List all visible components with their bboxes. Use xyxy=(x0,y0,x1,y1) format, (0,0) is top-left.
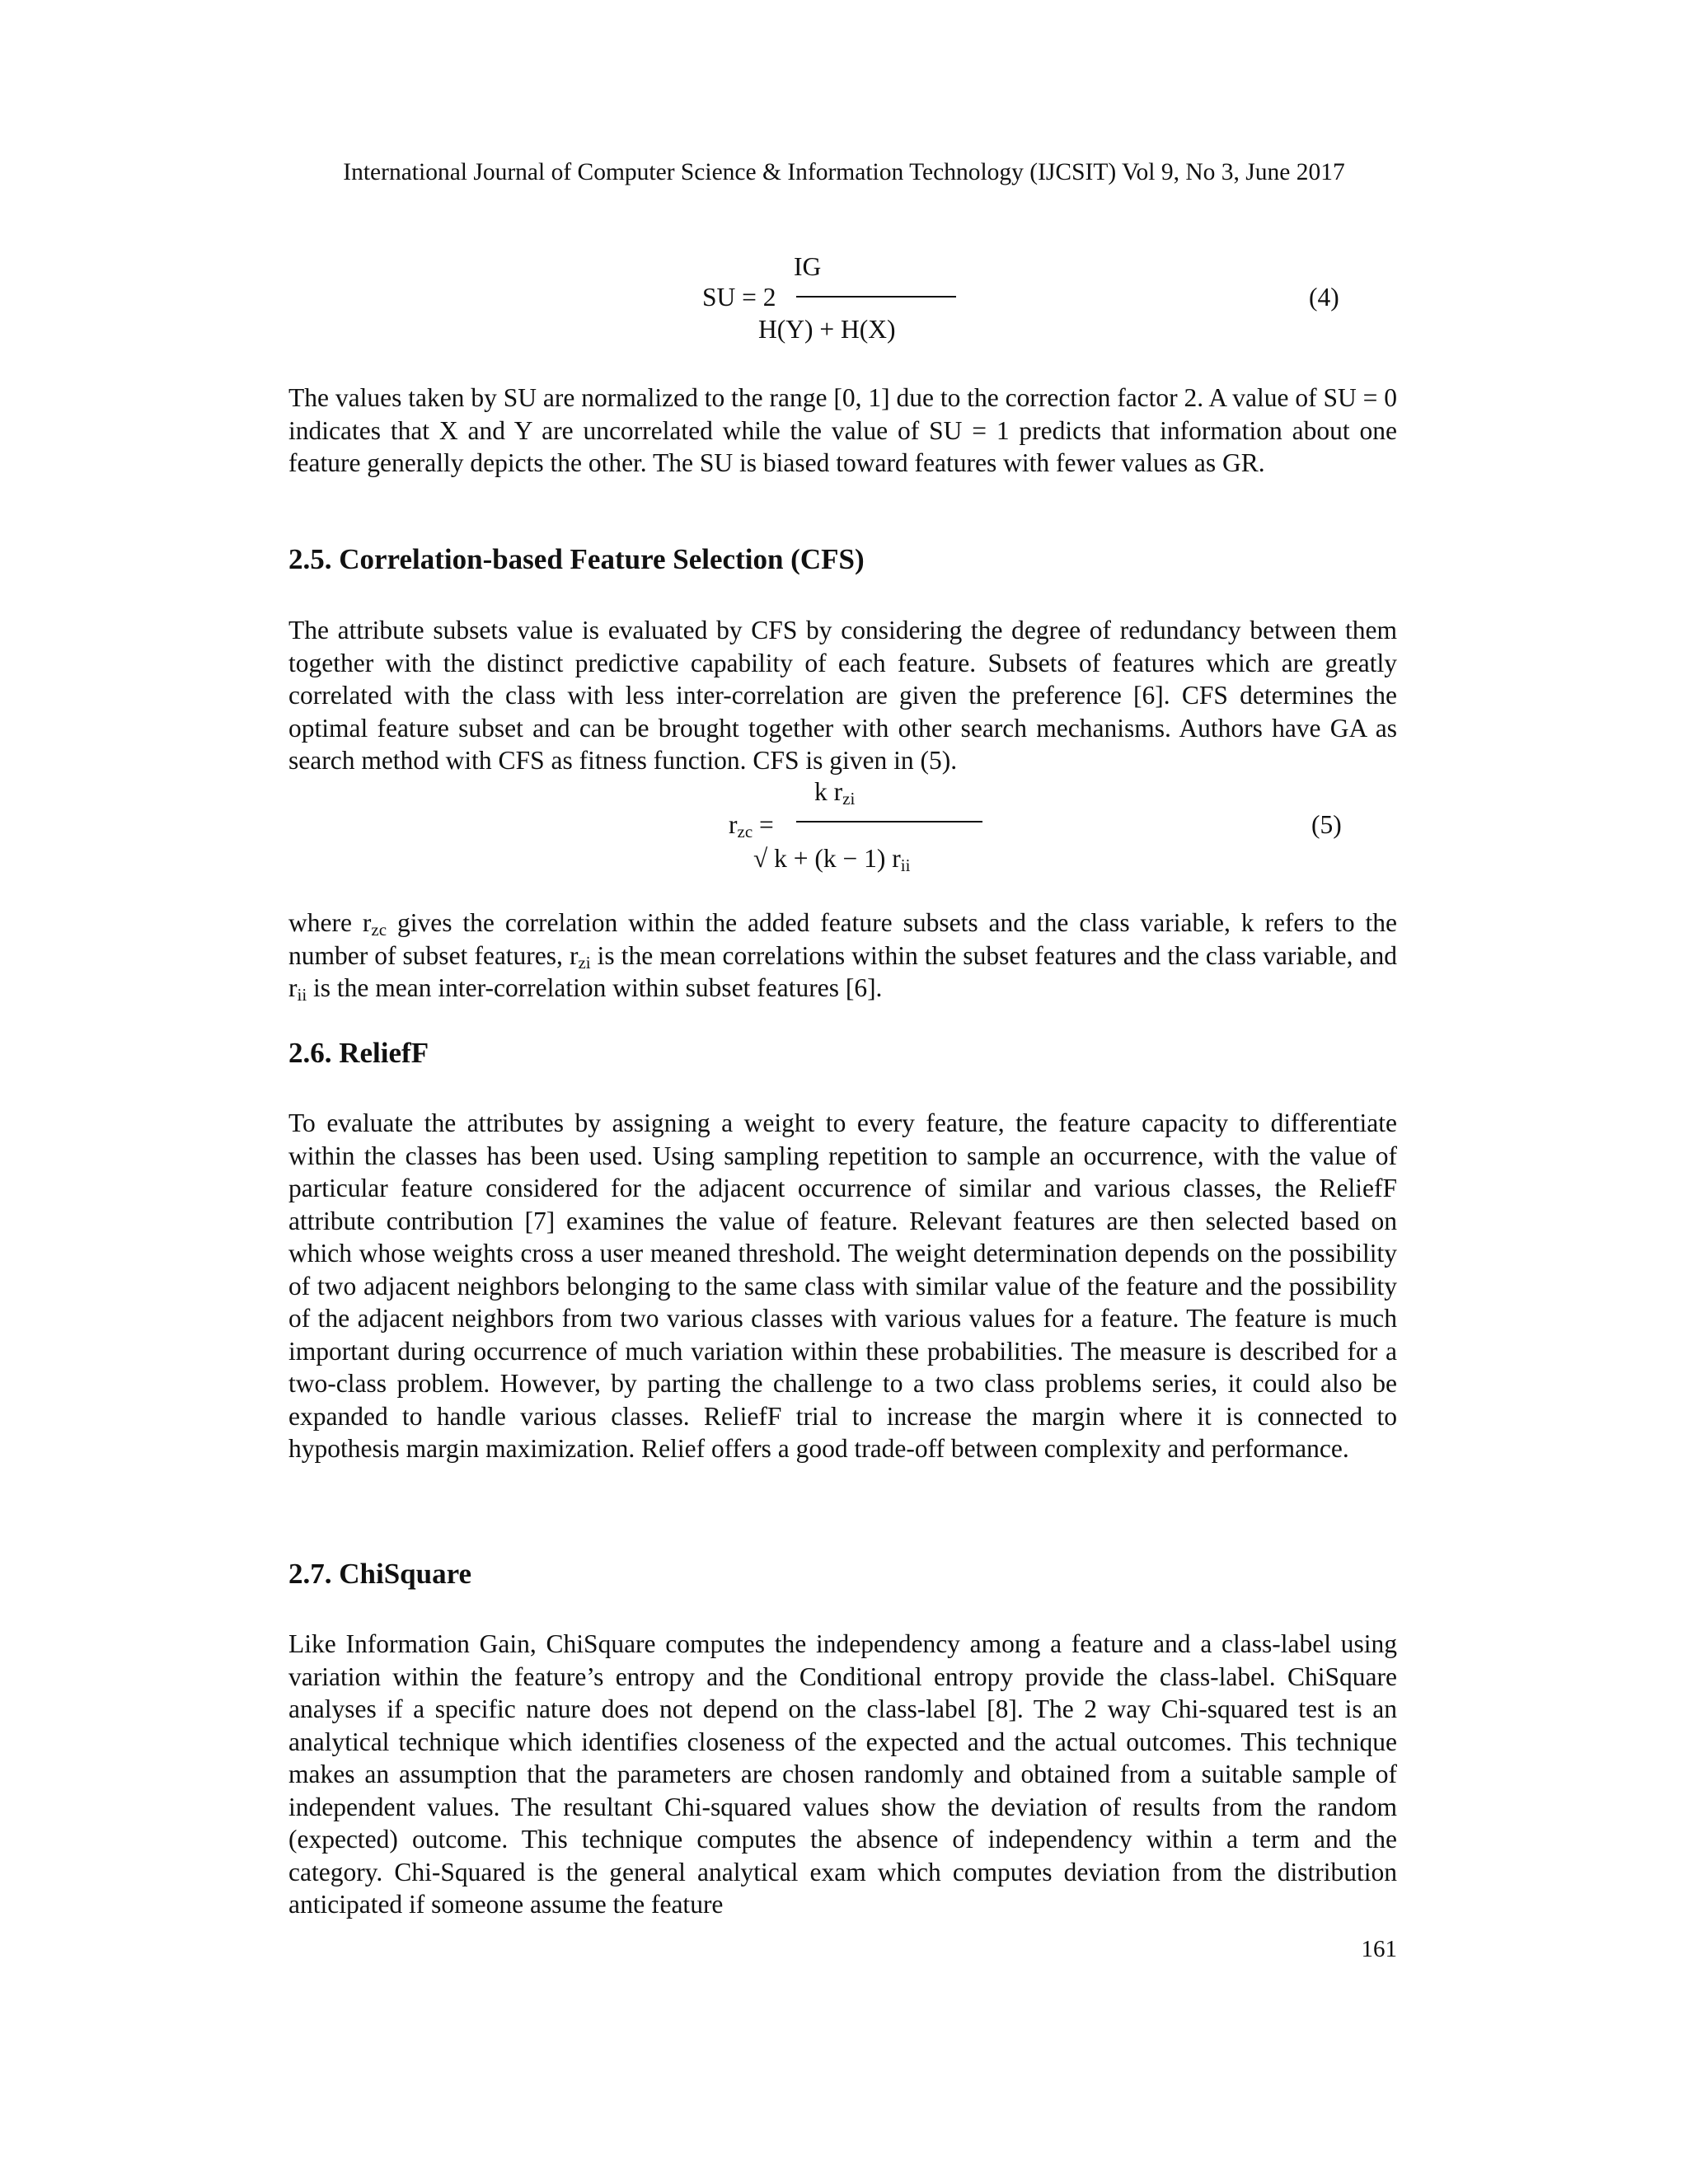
eq4-numerator: IG xyxy=(794,252,822,281)
eq5-fraction-bar xyxy=(796,821,982,823)
eq5-label: (5) xyxy=(1311,810,1342,839)
section-heading-chisquare: 2.7. ChiSquare xyxy=(288,1558,472,1590)
eq5-numerator: k $r_{zi}$ xyxy=(814,777,856,808)
paragraph-chisquare: Like Information Gain, ChiSquare computes the independency among a feature and a class-label using variation within the feature’s entropy and the Conditional entropy provide the class-label. ChiSquare analyses if a specific nature does not depend on the class-label [8]. The 2 way Chi-squared test is an analytical technique which identifies closeness of the expected and the actual outcomes. This technique makes an assumption that the parameters are chosen randomly and obtained from a suitable sample of independent values. The resultant Chi-squared values show the deviation of results from the random (expected) outcome. This technique computes the absence of independency within a term and the category. Chi-Squared is the general analytical exam which computes deviation from the distribution anticipated if someone assume the feature xyxy=(288,1629,1397,1919)
eq4-label: (4) xyxy=(1309,283,1339,312)
section-heading-relieff: 2.6. ReliefF xyxy=(288,1037,429,1069)
section-heading-cfs: 2.5. Correlation-based Feature Selection (CFS) xyxy=(288,543,865,575)
eq4-fraction-bar xyxy=(796,296,956,298)
paragraph-su: The values taken by SU are normalized to the range [0, 1] due to the correction factor 2. A value of SU = 0 indicates that X and Y are uncorrelated while the value of SU = 1 predicts that information about one feature generally depicts the other. The SU is biased toward features with fewer values as GR. xyxy=(288,383,1397,477)
eq5-lhs: $r_{zc}$ = xyxy=(729,810,774,841)
eq5-denominator: √ k + (k − 1) $r_{ii}$ xyxy=(753,844,911,875)
eq4-lhs: SU = 2 xyxy=(702,283,776,312)
eq4-denominator: H(Y) + H(X) xyxy=(758,315,896,344)
paragraph-cfs: The attribute subsets value is evaluated by CFS by considering the degree of redundancy between them together with the distinct predictive capability of each feature. Subsets of features which are greatly correlated with the class with less inter-correlation are given the preference [6]. CFS determines the optimal feature subset and can be brought together with other search mechanisms. Authors have GA as search method with CFS as fitness function. CFS is given in (5). xyxy=(288,616,1397,775)
paragraph-where: where $r_{zc}$ gives the correlation within the added feature subsets and the class variable, k refers to the number of subset features, $r_{zi}$ is the mean correlations within the subset features and the class variable, and $r_{ii}$ is the mean inter-correlation within subset features [6]. xyxy=(288,908,1397,1005)
running-header: International Journal of Computer Science & Information Technology (IJCSIT) Vol 9, No 3, June 2017 xyxy=(343,159,1345,185)
page-number: 161 xyxy=(1361,1936,1397,1962)
paragraph-relieff: To evaluate the attributes by assigning a weight to every feature, the feature capacity to differentiate within the classes has been used. Using sampling repetition to sample an occurrence, with the value of particular feature considered for the adjacent occurrence of similar and various classes, the ReliefF attribute contribution [7] examines the value of feature. Relevant features are then selected based on which whose weights cross a user meaned threshold. The weight determination depends on the possibility of two adjacent neighbors belonging to the same class with similar value of the feature and the possibility of the adjacent neighbors from two various classes with various values for a feature. The feature is much important during occurrence of much variation within these probabilities. The measure is described for a two-class problem. However, by parting the challenge to a two class problems series, it could also be expanded to handle various classes. ReliefF trial to increase the margin where it is connected to hypothesis margin maximization. Relief offers a good trade-off between complexity and performance. xyxy=(288,1108,1397,1463)
